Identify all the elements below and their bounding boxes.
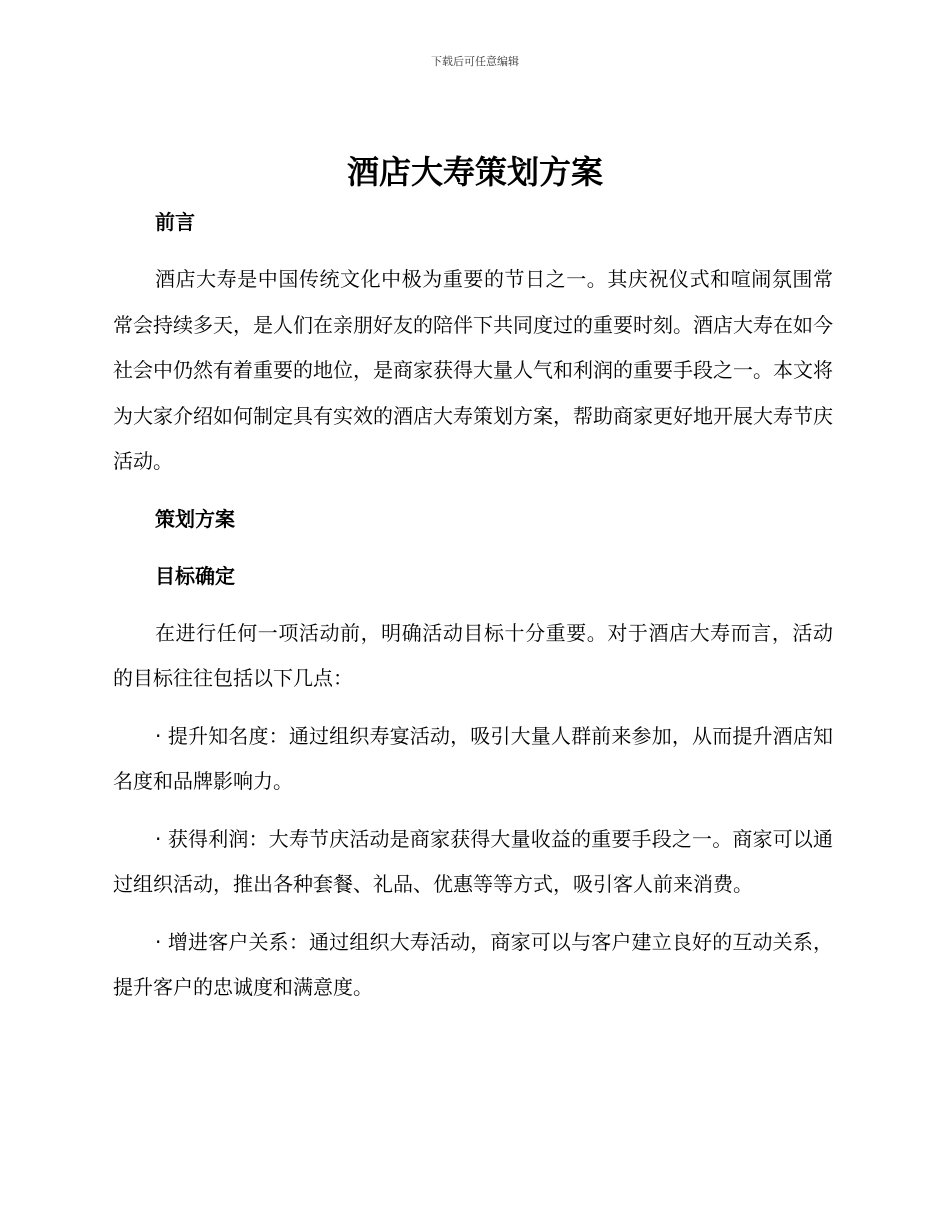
document-body bbox=[113, 200, 833, 1023]
goal-intro-paragraph: 在进行任何一项活动前，明确活动目标十分重要。对于酒店大寿而言，活动的目标往往包括以下几点： bbox=[113, 620, 833, 690]
page-header-note: 下载后可任意编辑 bbox=[431, 55, 519, 68]
bullet-item-profit: · 获得利润：大寿节庆活动是商家获得大量收益的重要手段之一。商家可以通过组织活动，推出各种套餐、礼品、优惠等等方式，吸引客人前来消费。 bbox=[113, 826, 833, 896]
bullet-item-customer-relations: · 增进客户关系：通过组织大寿活动，商家可以与客户建立良好的互动关系，提升客户的忠诚度和满意度。 bbox=[113, 929, 833, 999]
preface-heading: 前言 bbox=[155, 210, 195, 234]
document-title: 酒店大寿策划方案 bbox=[346, 153, 603, 191]
bullet-item-visibility: · 提升知名度：通过组织寿宴活动，吸引大量人群前来参加，从而提升酒店知名度和品牌影响力。 bbox=[113, 723, 833, 793]
preface-paragraph: 酒店大寿是中国传统文化中极为重要的节日之一。其庆祝仪式和喧闹氛围常常会持续多天，是人们在亲朋好友的陪伴下共同度过的重要时刻。酒店大寿在如今社会中仍然有着重要的地位，是商家获得大量人气和利润的重要手段之一。本文将为大家介绍如何制定具有实效的酒店大寿策划方案，帮助商家更好地开展大寿节庆活动。 bbox=[113, 267, 833, 473]
plan-heading: 策划方案 bbox=[155, 506, 235, 531]
goal-heading: 目标确定 bbox=[155, 563, 235, 588]
